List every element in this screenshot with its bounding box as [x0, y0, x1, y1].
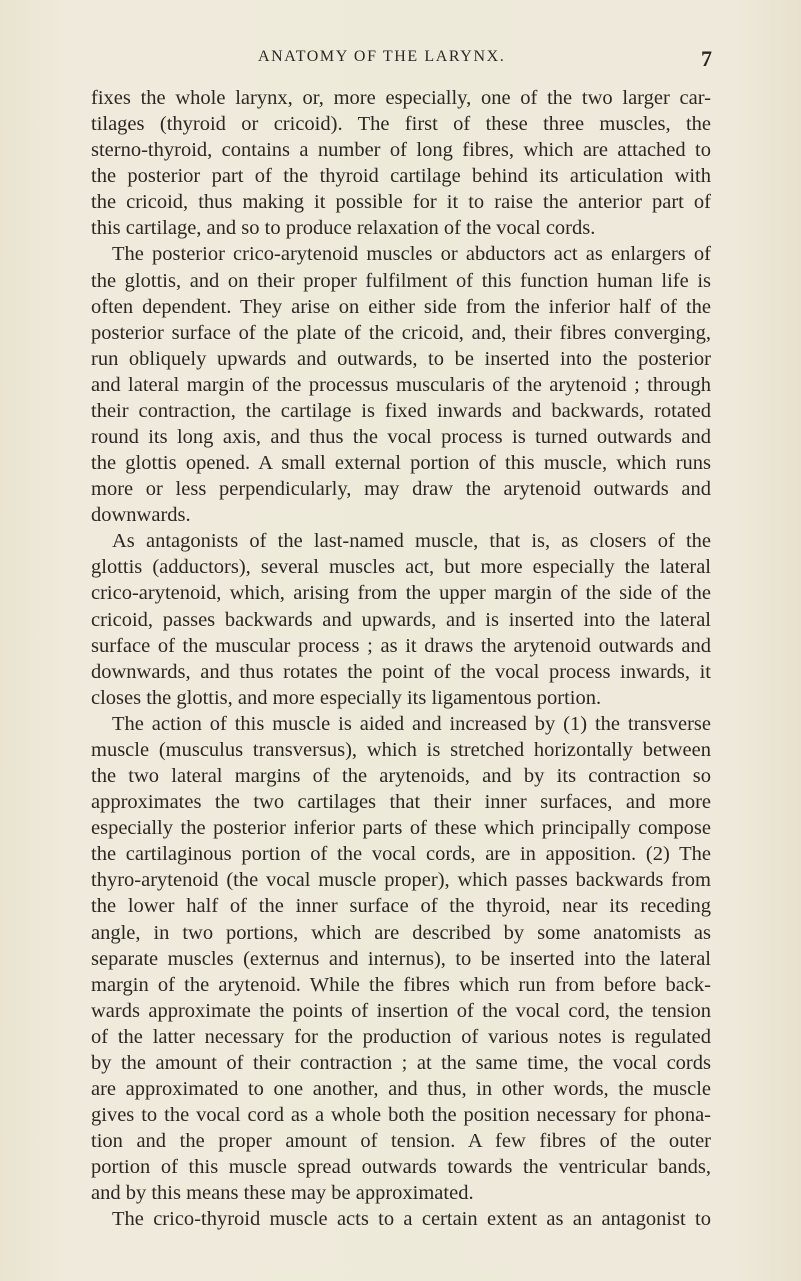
text-line: the glottis opened. A small external portion of this muscle, which runs	[91, 452, 711, 475]
text-line: of the latter necessary for the production of various notes is regulated	[91, 1025, 711, 1048]
text-line: approximates the two cartilages that their inner surfaces, and more	[91, 791, 711, 814]
text-line: crico-arytenoid, which, arising from the upper margin of the side of the	[91, 582, 711, 605]
text-line: by the amount of their contraction ; at the same time, the vocal cords	[91, 1051, 711, 1074]
text-line: and by this means these may be approximated.	[91, 1182, 474, 1205]
text-line: downwards.	[91, 504, 191, 527]
text-line: the posterior part of the thyroid cartilage behind its articulation with	[91, 165, 711, 188]
text-line: the cartilaginous portion of the vocal cords, are in apposition. (2) The	[91, 843, 711, 866]
text-line: posterior surface of the plate of the cricoid, and, their fibres converging,	[91, 321, 711, 344]
text-line: portion of this muscle spread outwards towards the ventricular bands,	[91, 1156, 711, 1179]
text-line: closes the glottis, and more especially its ligamentous portion.	[91, 686, 602, 709]
text-line: and lateral margin of the processus muscularis of the arytenoid ; through	[91, 373, 711, 396]
text-line: margin of the arytenoid. While the fibres which run from before back-	[91, 973, 711, 996]
text-line: tilages (thyroid or cricoid). The first of these three muscles, the	[91, 113, 711, 136]
text-line: round its long axis, and thus the vocal process is turned outwards and	[91, 426, 711, 449]
text-line: angle, in two portions, which are described by some anatomists as	[91, 921, 711, 944]
text-line: more or less perpendicularly, may draw the arytenoid outwards and	[91, 478, 711, 501]
text-line: the lower half of the inner surface of the thyroid, near its receding	[91, 895, 711, 918]
text-line: often dependent. They arise on either side from the inferior half of the	[91, 295, 711, 318]
text-line: muscle (musculus transversus), which is stretched horizontally between	[91, 738, 711, 761]
running-title: ANATOMY OF THE LARYNX.	[258, 48, 506, 65]
text-line: the glottis, and on their proper fulfilment of this function human life is	[91, 269, 711, 292]
text-line: fixes the whole larynx, or, more especially, one of the two larger car-	[91, 87, 711, 109]
text-line: their contraction, the cartilage is fixed inwards and backwards, rotated	[91, 399, 711, 422]
page-number: 7	[701, 46, 712, 71]
text-line: the cricoid, thus making it possible for it to raise the anterior part of	[91, 191, 711, 214]
text-line: downwards, and thus rotates the point of the vocal process inwards, it	[91, 660, 711, 683]
text-line: gives to the vocal cord as a whole both the position necessary for phona-	[91, 1104, 711, 1127]
text-line: especially the posterior inferior parts of these which principally compose	[91, 817, 711, 840]
text-line: are approximated to one another, and thus, in other words, the muscle	[91, 1077, 711, 1100]
text-line: wards approximate the points of insertion of the vocal cord, the tension	[91, 999, 711, 1022]
text-line: The crico-thyroid muscle acts to a certain extent as an antagonist to	[112, 1208, 711, 1231]
text-line: As antagonists of the last-named muscle, that is, as closers of the	[112, 530, 711, 553]
text-line: The action of this muscle is aided and increased by (1) the transverse	[112, 712, 711, 735]
text-line: sterno-thyroid, contains a number of long fibres, which are attached to	[91, 139, 711, 162]
text-line: surface of the muscular process ; as it draws the arytenoid outwards and	[91, 634, 711, 657]
text-line: separate muscles (externus and internus), to be inserted into the lateral	[91, 947, 711, 970]
text-line: tion and the proper amount of tension. A few fibres of the outer	[91, 1130, 711, 1153]
running-header	[0, 48, 801, 74]
text-line: glottis (adductors), several muscles act, but more especially the lateral	[91, 556, 711, 579]
body-text	[91, 85, 711, 1232]
text-line: The posterior crico-arytenoid muscles or abductors act as enlargers of	[112, 243, 711, 266]
text-line: the two lateral margins of the arytenoids, and by its contraction so	[91, 765, 711, 788]
text-line: run obliquely upwards and outwards, to be inserted into the posterior	[91, 347, 711, 370]
text-line: this cartilage, and so to produce relaxation of the vocal cords.	[91, 217, 596, 240]
text-line: thyro-arytenoid (the vocal muscle proper), which passes backwards from	[91, 869, 711, 892]
text-line: cricoid, passes backwards and upwards, and is inserted into the lateral	[91, 608, 711, 631]
